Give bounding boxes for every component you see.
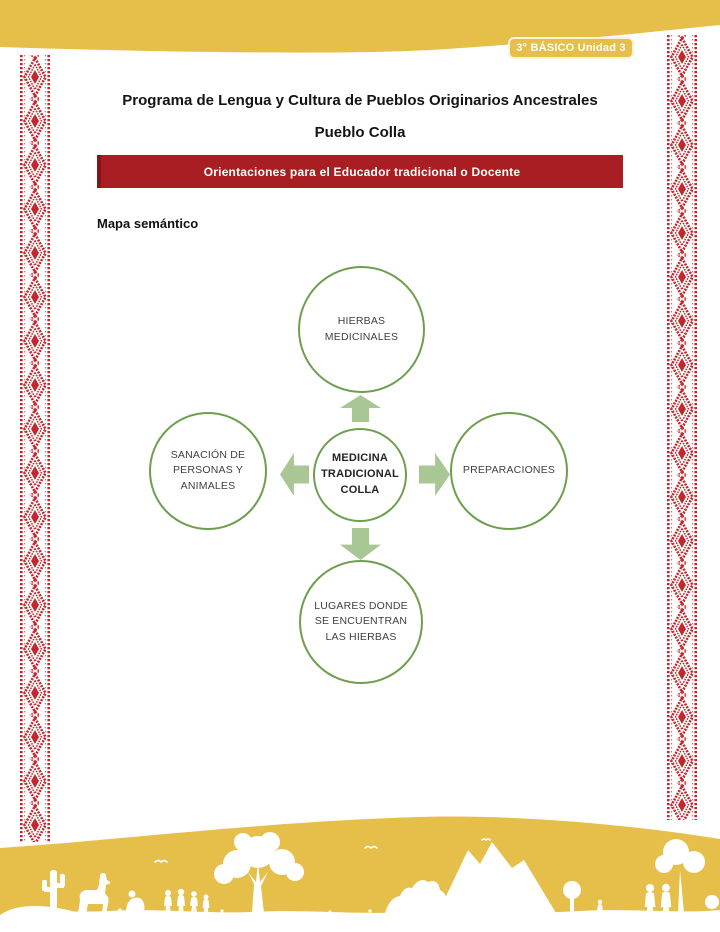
arrow-down-icon	[340, 528, 381, 560]
node-center-medicina-tradicional	[313, 428, 407, 522]
node-label: PREPARACIONES	[462, 464, 556, 477]
footer-illustration	[0, 812, 720, 932]
node-hierbas-medicinales	[298, 266, 425, 393]
textile-border-left	[20, 55, 50, 842]
page-subtitle: Pueblo Colla	[314, 124, 406, 141]
arrow-left-icon	[280, 453, 309, 496]
section-heading: Mapa semántico	[97, 216, 199, 231]
node-preparaciones	[450, 412, 568, 530]
node-label: SANACIÓN DE PERSONAS Y ANIMALES	[170, 449, 246, 492]
arrow-right-icon	[419, 453, 450, 496]
node-sanacion	[149, 412, 267, 530]
node-lugares	[299, 560, 423, 684]
orientation-banner-label: Orientaciones para el Educador tradicional o Docente	[203, 164, 521, 179]
orientation-banner	[97, 155, 623, 188]
textile-border-right	[667, 35, 697, 820]
ground-silhouette	[0, 910, 720, 932]
page-title: Programa de Lengua y Cultura de Pueblos Originarios Ancestrales	[122, 92, 598, 109]
unit-badge-label: 3° BÁSICO Unidad 3	[516, 42, 626, 54]
node-label: HIERBAS MEDICINALES	[324, 315, 399, 343]
node-label: MEDICINA TRADICIONAL COLLA	[321, 452, 399, 496]
arrow-up-icon	[340, 395, 381, 422]
unit-badge	[508, 37, 634, 59]
node-label: LUGARES DONDE SE ENCUENTRAN LAS HIERBAS	[314, 600, 408, 643]
